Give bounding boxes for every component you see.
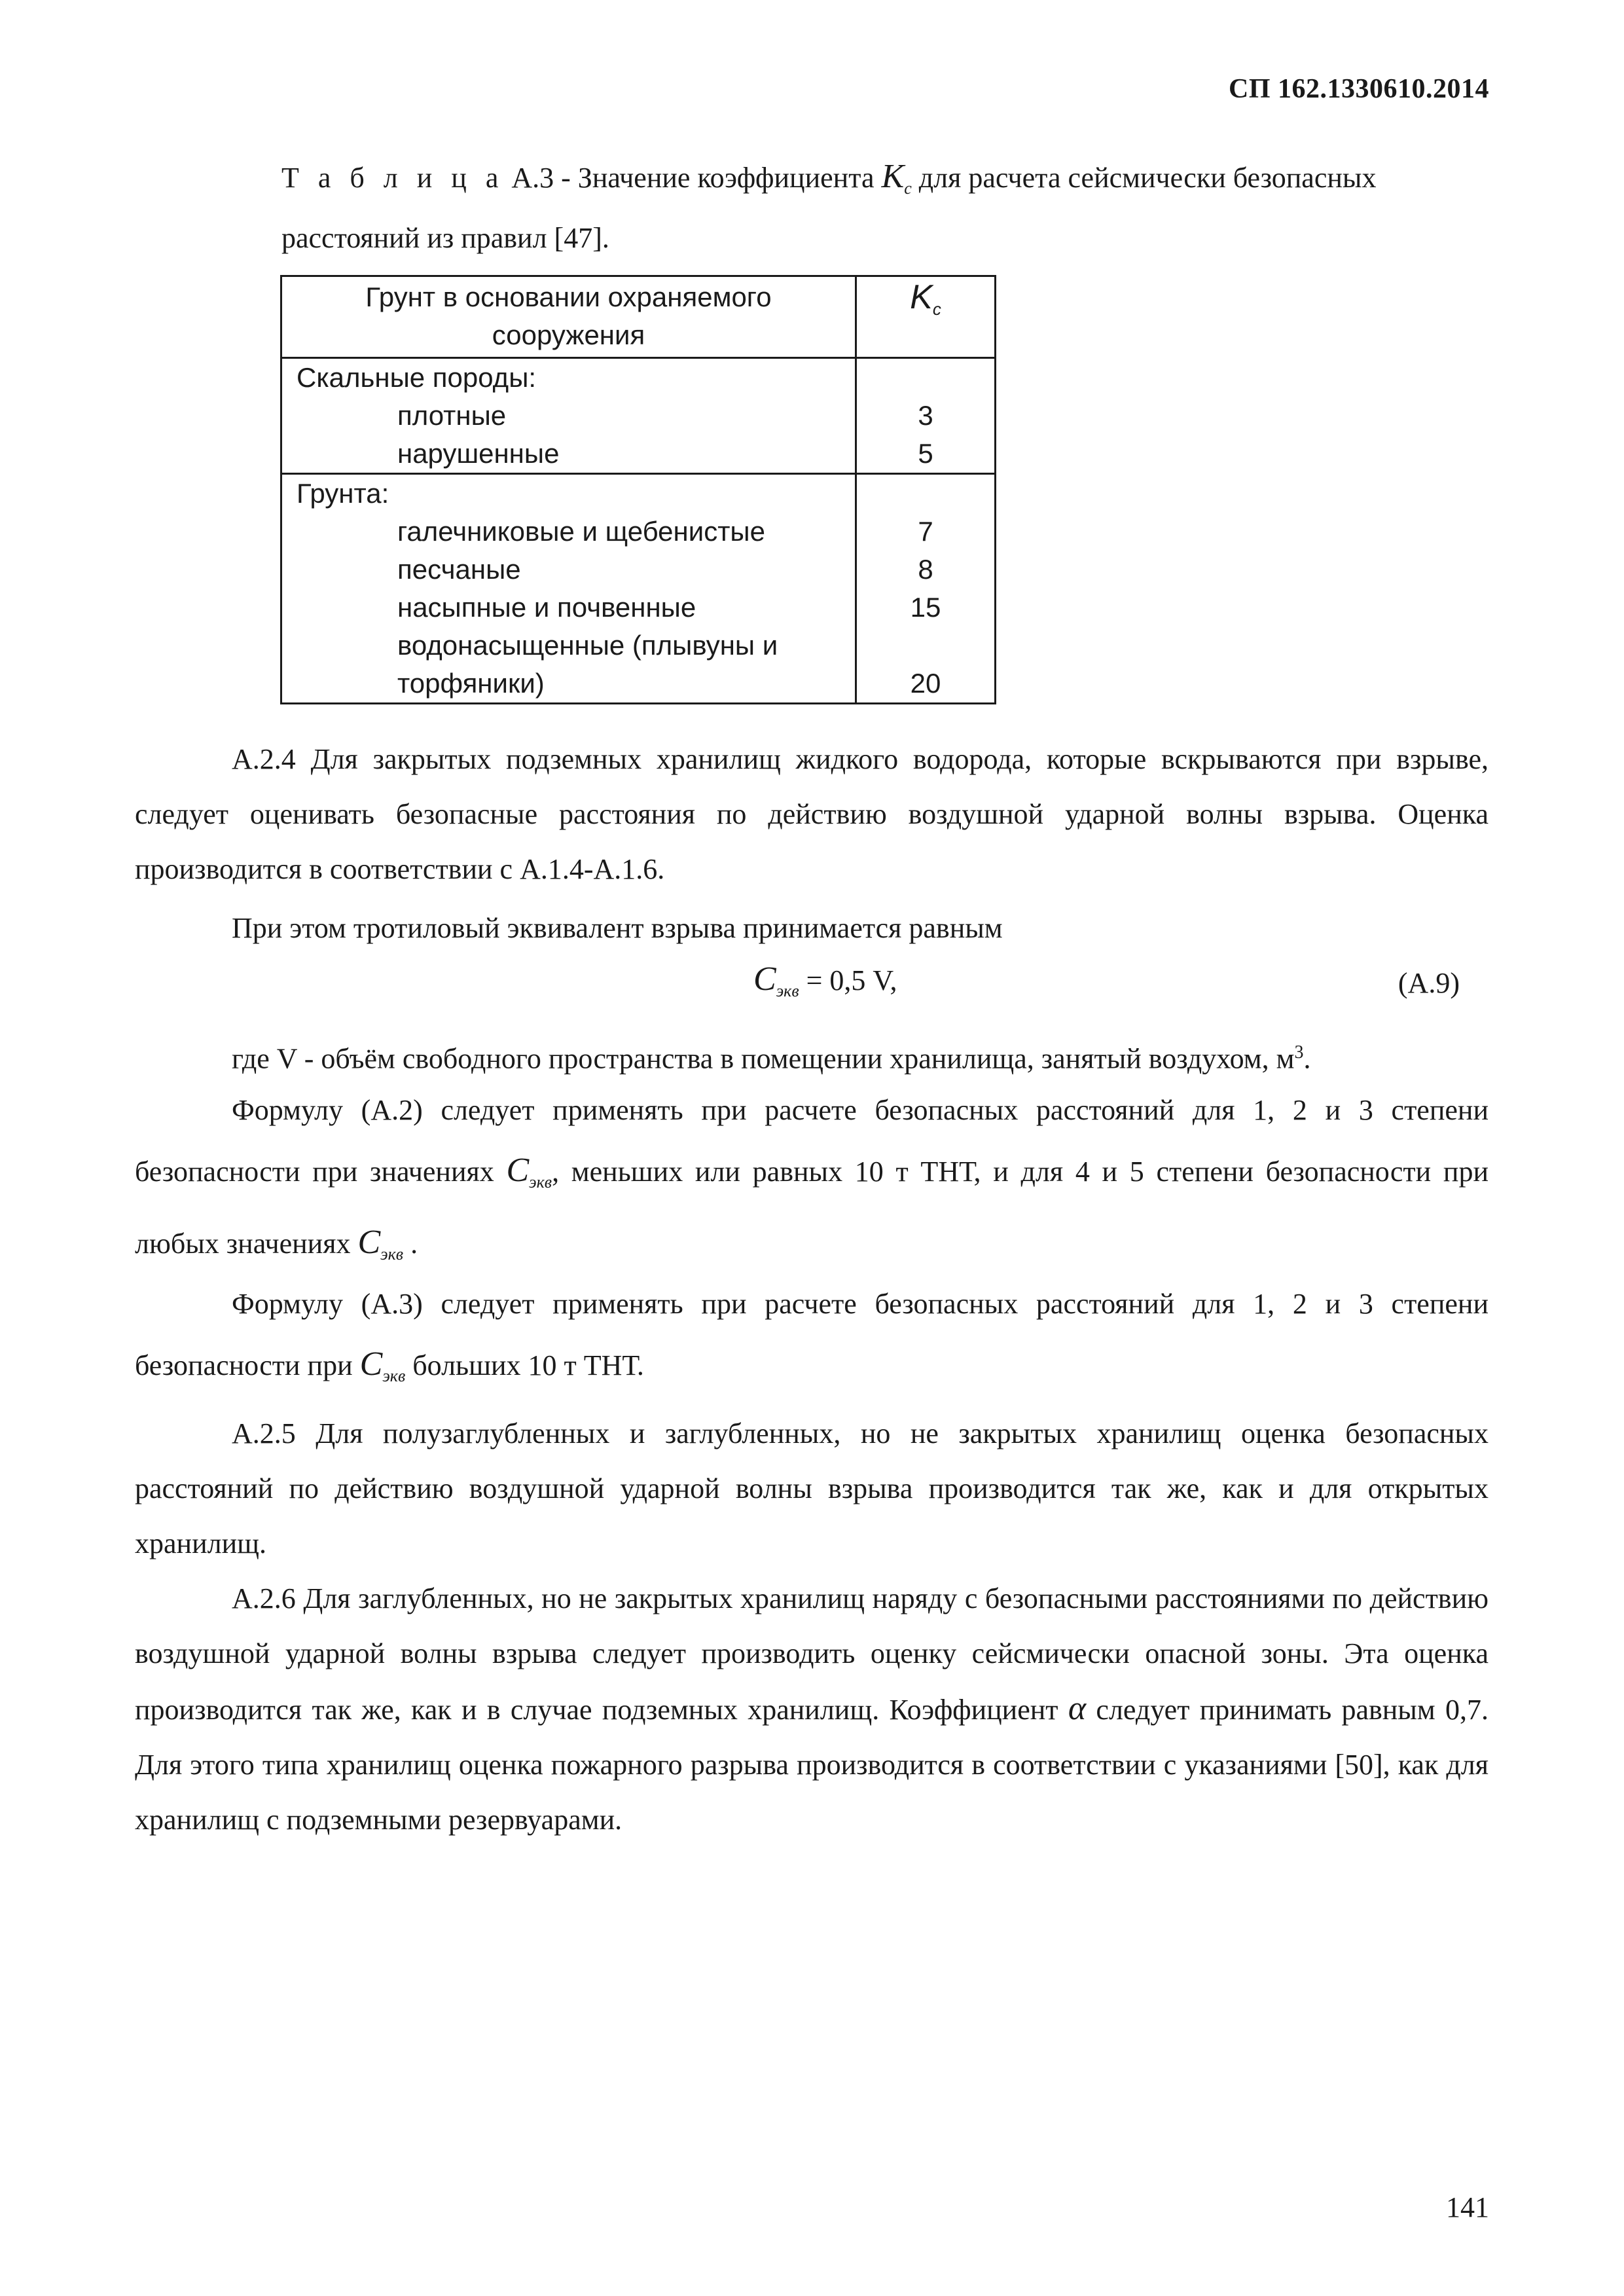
item-value: 3 xyxy=(918,400,933,431)
item-value: 15 xyxy=(910,592,941,623)
paragraph-a25: А.2.5 Для полузаглубленных и заглубленных, но не закрытых хранилищ оценка безопасных расстояний по действию воздушной ударной волны взрыва производится так же, как и для открытых хранилищ. xyxy=(135,1417,1489,1559)
alpha-symbol: α xyxy=(1068,1690,1087,1727)
table-label: Т а б л и ц а xyxy=(281,162,505,194)
group-title: Скальные породы: xyxy=(297,362,537,393)
c-ekv-symbol: $C_{экв}$ xyxy=(359,1345,406,1385)
formula-expression: $C_{экв} = 0,5$ V, xyxy=(753,960,897,1000)
paragraph-formula-a3: Формулу (А.3) следует применять при расчете безопасных расстояний для 1, 2 и 3 степени безопасности при $C_{экв}$ больших 10 т ТНТ. xyxy=(135,1288,1489,1385)
item-name: галечниковые и щебенистые xyxy=(397,516,765,547)
paragraph-tnt: При этом тротиловый эквивалент взрыва принимается равным xyxy=(232,912,1003,944)
table-group-rock xyxy=(281,358,996,474)
item-value: 20 xyxy=(910,668,941,699)
caption-text-before: А.3 - Значение коэффициента xyxy=(504,162,882,194)
formula-a9 xyxy=(135,960,1489,1015)
item-name: нарушенные xyxy=(397,438,560,469)
document-code: СП 162.1330610.2014 xyxy=(1229,74,1489,104)
caption-text-after: для расчета сейсмически безопасных расстояний из правил [47]. xyxy=(281,162,1377,254)
group-title: Грунта: xyxy=(297,478,389,509)
item-value: 8 xyxy=(918,554,933,585)
item-name: насыпные и почвенные xyxy=(397,592,696,623)
column-header-kc: $K_c$ xyxy=(856,276,996,358)
column-header-soil: Грунт в основании охраняемого сооружения xyxy=(281,276,856,358)
item-name: плотные xyxy=(397,400,507,431)
item-name: песчаные xyxy=(397,554,521,585)
soil-coefficient-table xyxy=(280,275,996,704)
paragraph-where: где V - объём свободного пространства в помещении хранилища, занятый воздухом, $м^3$. xyxy=(232,1042,1311,1075)
formula-number: (А.9) xyxy=(1398,967,1460,999)
item-value: 7 xyxy=(918,516,933,547)
coefficient-symbol: $K_c$ xyxy=(881,158,912,198)
paragraph-a24: А.2.4 Для закрытых подземных хранилищ жидкого водорода, которые вскрываются при взрыве, следует оценивать безопасные расстояния по действию воздушной ударной волны взрыва. Оценка производится в соответствии с А.1.4-А.1.6. xyxy=(135,743,1489,885)
item-name: водонасыщенные (плывуны и xyxy=(397,630,778,661)
page-number: 141 xyxy=(1446,2191,1489,2223)
paragraph-a26: А.2.6 Для заглубленных, но не закрытых хранилищ наряду с безопасными расстояниями по действию воздушной ударной волны взрыва следует производить оценку сейсмически опасной зоны. Эта оценка производится так же, как и в случае подземных хранилищ. Коэффициент α следует принимать равным 0,7. Для этого типа хранилищ оценка пожарного разрыва производится в соответствии с указаниями [50], как для хранилищ с подземными резервуарами. xyxy=(135,1582,1489,1836)
table-caption xyxy=(281,152,1479,263)
item-value xyxy=(857,627,994,665)
item-name: торфяники) xyxy=(397,668,545,699)
paragraph-formula-a2: Формулу (А.2) следует применять при расчете безопасных расстояний для 1, 2 и 3 степени безопасности при значениях $C_{экв}$, меньших или равных 10 т ТНТ, и для 4 и 5 степени безопасности при любых значениях $C_{экв}$ . xyxy=(135,1094,1489,1264)
table-group-soil xyxy=(281,474,996,704)
table-header-row xyxy=(281,276,996,358)
item-value: 5 xyxy=(918,438,933,469)
c-ekv-symbol: $C_{экв}$ xyxy=(357,1224,404,1264)
c-ekv-symbol: $C_{экв}$ xyxy=(506,1152,552,1192)
